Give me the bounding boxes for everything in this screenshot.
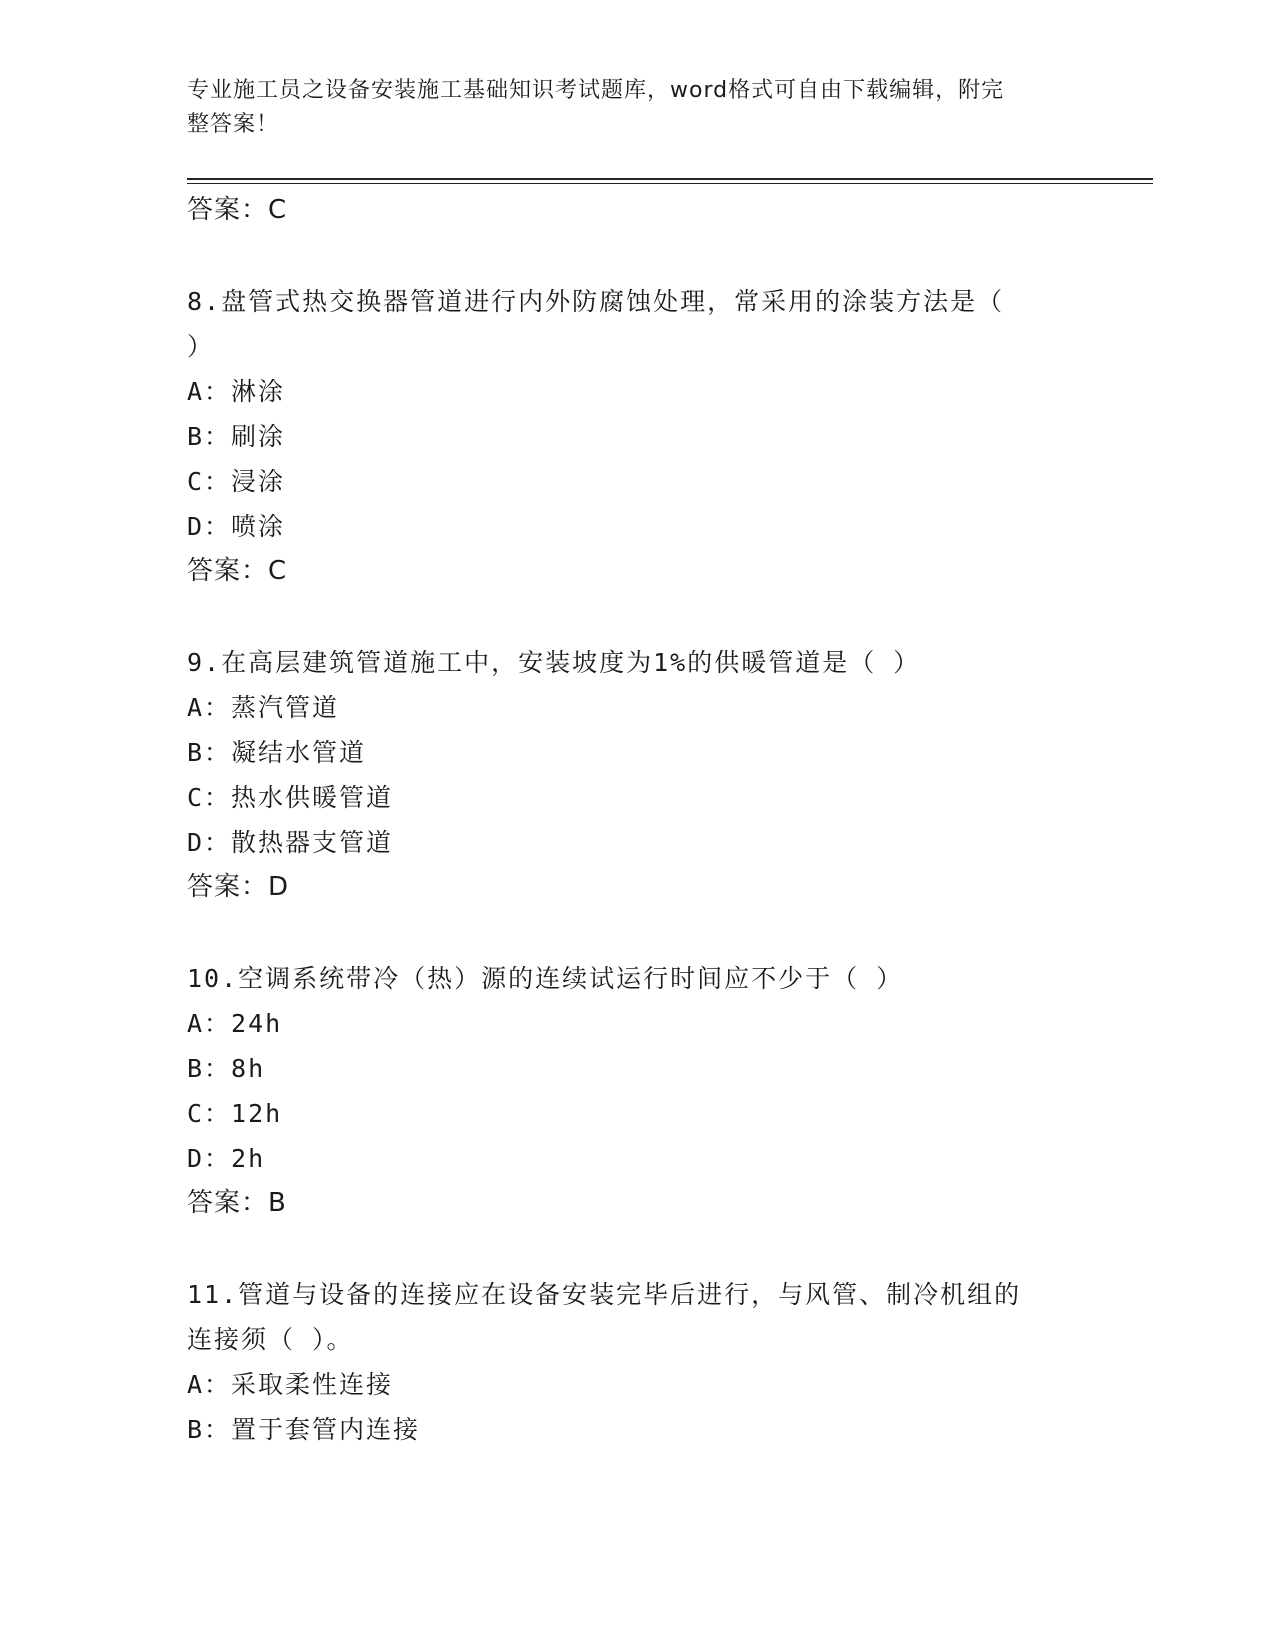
question-9	[187, 640, 1087, 910]
option-b: B：8h	[187, 1054, 266, 1083]
header-line-1: 专业施工员之设备安装施工基础知识考试题库，word格式可自由下载编辑，附完	[187, 78, 1005, 103]
option-b: B：置于套管内连接	[187, 1415, 421, 1444]
option-a: A：采取柔性连接	[187, 1370, 394, 1399]
question-stem-continued: 连接须（ ）。	[187, 1325, 354, 1354]
answer-line: 答案：B	[187, 1188, 287, 1218]
option-d: D：2h	[187, 1144, 266, 1173]
question-stem: 8.盘管式热交换器管道进行内外防腐蚀处理，常采用的涂装方法是（	[187, 287, 1005, 316]
answer-line: 答案：D	[187, 872, 290, 902]
option-d: D：喷涂	[187, 512, 286, 541]
question-stem: 10.空调系统带冷（热）源的连续试运行时间应不少于（ ）	[187, 964, 904, 993]
header-line-2: 整答案！	[187, 112, 280, 137]
question-list	[187, 188, 1087, 1452]
option-c: C：12h	[187, 1099, 283, 1128]
answer-line: 答案：C	[187, 556, 288, 586]
option-c: C：热水供暖管道	[187, 783, 394, 812]
question-10	[187, 956, 1087, 1226]
question-stem: 9.在高层建筑管道施工中，安装坡度为1%的供暖管道是（ ）	[187, 648, 921, 677]
question-11	[187, 1272, 1087, 1452]
question-8	[187, 279, 1087, 594]
question-stem-continued: ）	[187, 332, 215, 361]
option-b: B：刷涂	[187, 422, 286, 451]
answer-line: 答案：C	[187, 195, 288, 225]
document-header	[187, 74, 1067, 142]
option-a: A：24h	[187, 1009, 283, 1038]
header-divider-thin	[187, 183, 1153, 184]
option-a: A：蒸汽管道	[187, 693, 340, 722]
option-d: D：散热器支管道	[187, 828, 394, 857]
option-a: A：淋涂	[187, 377, 286, 406]
question-stem: 11.管道与设备的连接应在设备安装完毕后进行，与风管、制冷机组的	[187, 1280, 1022, 1309]
option-c: C：浸涂	[187, 467, 286, 496]
option-b: B：凝结水管道	[187, 738, 367, 767]
header-divider	[187, 178, 1153, 180]
